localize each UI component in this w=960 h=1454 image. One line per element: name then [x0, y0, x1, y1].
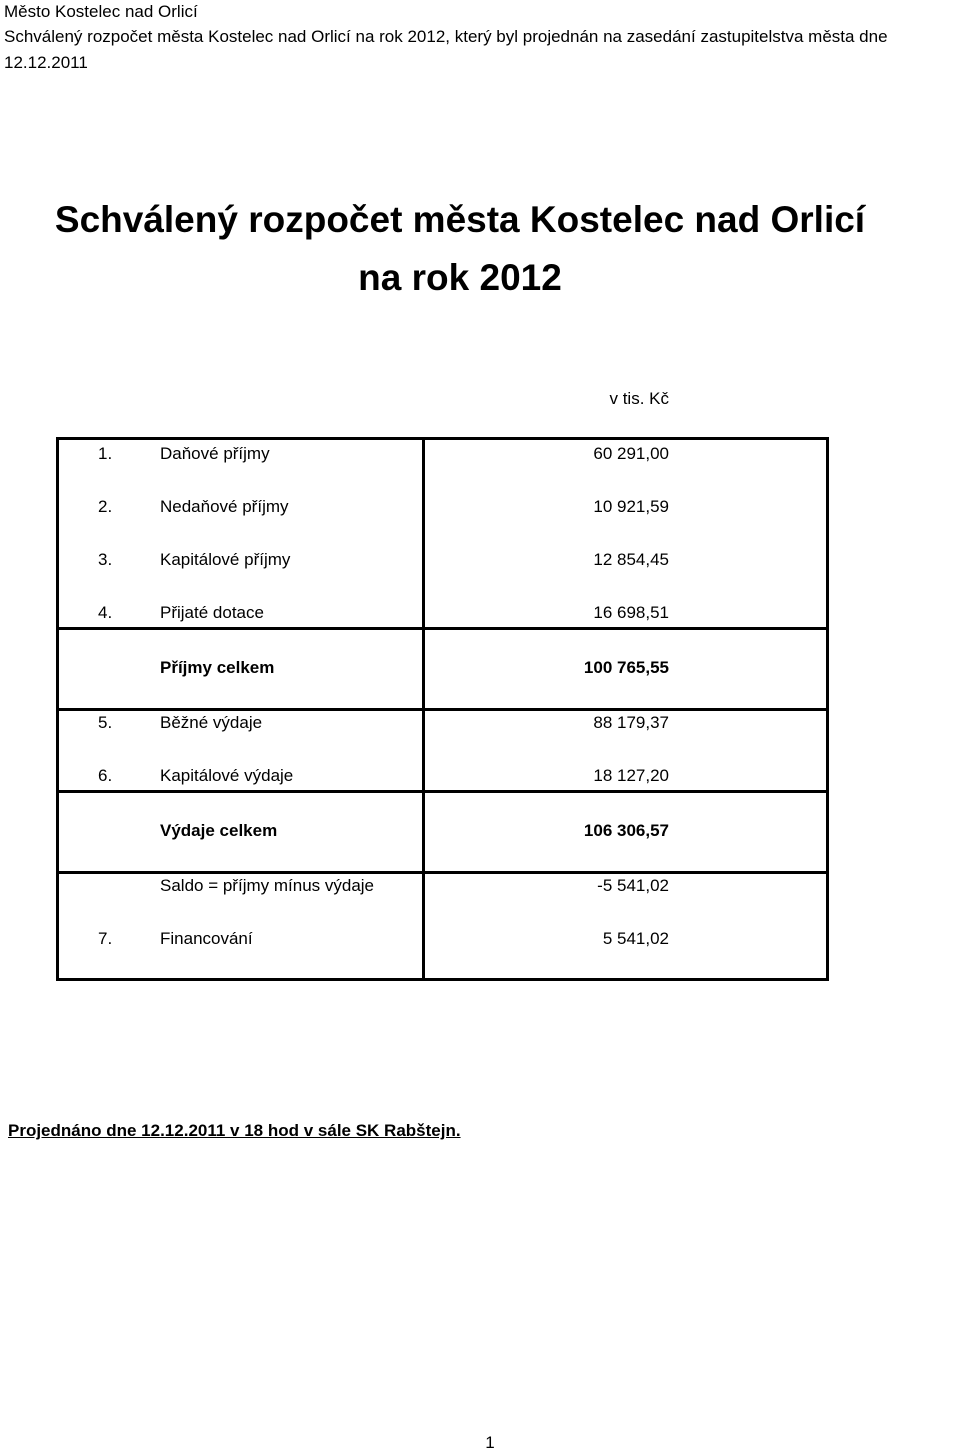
row-value: -5 541,02	[597, 876, 669, 895]
page-subtitle: na rok 2012	[358, 257, 562, 298]
row-value: 10 921,59	[593, 497, 669, 516]
financing-row	[60, 927, 820, 951]
table-row	[60, 442, 820, 466]
page-number: 1	[485, 1433, 495, 1452]
row-value: 18 127,20	[593, 766, 669, 785]
table-row	[60, 495, 820, 519]
row-value: 16 698,51	[593, 603, 669, 622]
row-label: Kapitálové výdaje	[160, 766, 294, 785]
row-number: 6.	[98, 766, 113, 785]
table-row	[60, 764, 820, 788]
table-row	[60, 548, 820, 572]
row-label: Výdaje celkem	[160, 821, 278, 840]
balance-row	[60, 874, 820, 898]
row-label: Příjmy celkem	[160, 658, 275, 677]
row-label: Kapitálové příjmy	[160, 550, 291, 569]
row-label: Daňové příjmy	[160, 444, 270, 463]
meeting-note: Projednáno dne 12.12.2011 v 18 hod v sále SK Rabštejn.	[8, 1121, 461, 1140]
table-row	[60, 601, 820, 625]
row-value: 5 541,02	[602, 929, 669, 948]
row-number: 3.	[98, 550, 113, 569]
row-number: 2.	[98, 497, 113, 516]
row-value: 12 854,45	[593, 550, 669, 569]
row-number: 7.	[98, 929, 113, 948]
row-number: 4.	[98, 603, 113, 622]
row-label: Nedaňové příjmy	[160, 497, 289, 516]
row-label: Saldo = příjmy mínus výdaje	[160, 876, 375, 895]
income-total-row	[60, 656, 820, 680]
row-value: 106 306,57	[583, 821, 669, 840]
row-label: Přijaté dotace	[160, 603, 264, 622]
unit-label: v tis. Kč	[609, 389, 669, 408]
expenses-total-row	[60, 819, 820, 843]
row-number: 5.	[98, 713, 113, 732]
row-label: Běžné výdaje	[160, 713, 263, 732]
row-value: 60 291,00	[593, 444, 669, 463]
table-row	[60, 711, 820, 735]
page-title: Schválený rozpočet města Kostelec nad Orlicí	[54, 199, 866, 240]
row-number: 1.	[98, 444, 113, 463]
header-description: Schválený rozpočet města Kostelec nad Orlicí na rok 2012, který byl projednán na zasedání zastupitelstva města dne	[4, 27, 888, 46]
header-municipality: Město Kostelec nad Orlicí	[4, 2, 198, 21]
row-value: 88 179,37	[593, 713, 669, 732]
row-label: Financování	[160, 929, 253, 948]
row-value: 100 765,55	[583, 658, 669, 677]
header-date: 12.12.2011	[4, 53, 88, 72]
